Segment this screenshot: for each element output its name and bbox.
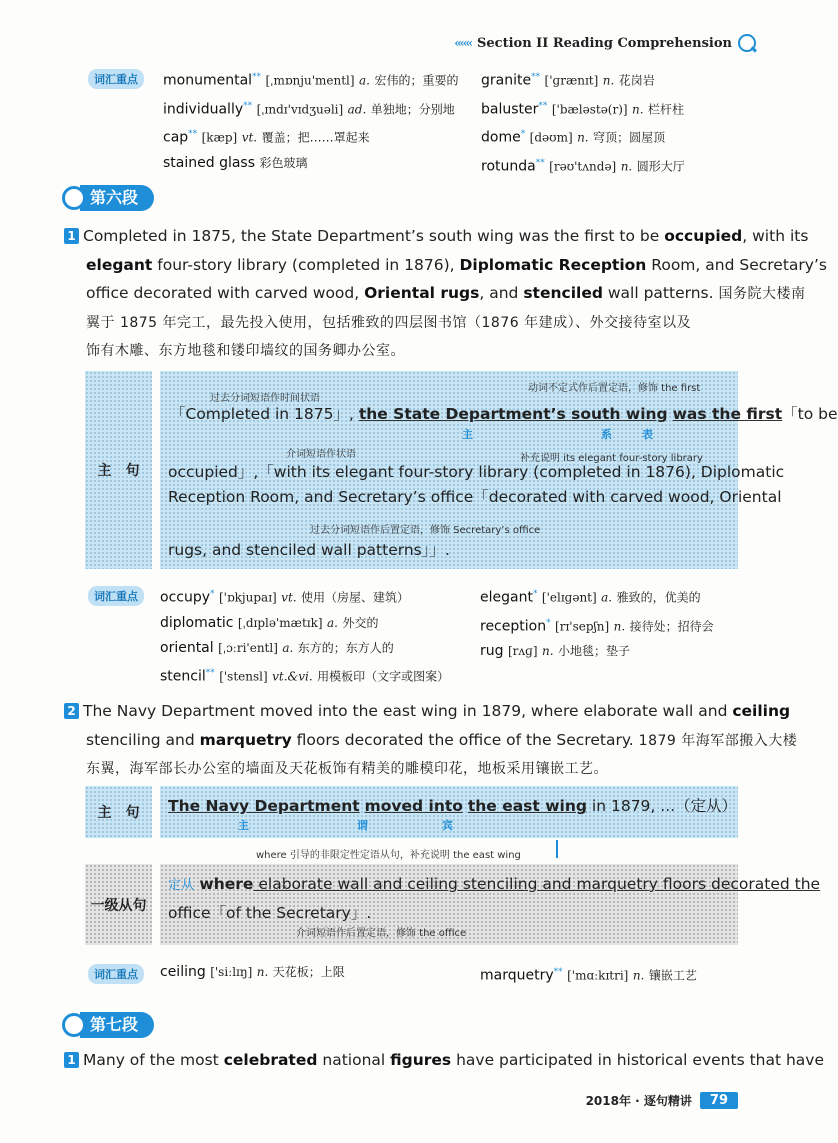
ann-supplement: 补充说明 its elegant four-story library [520,453,703,464]
footer [586,1092,738,1109]
vocab-item: occupy* ['ɒkjupaɪ] vt. 使用（房屋、建筑） [160,589,410,606]
vocab-item: elegant* ['elɪɡənt] a. 雅致的，优美的 [480,589,701,606]
vocab-item-ceiling: ceiling ['siːlɪŋ] n. 天花板；上限 [160,964,345,980]
vocab-item: stencil** ['stensl] vt.&vi. 用模板印（文字或图案） [160,667,450,685]
ann-infinitive: 动词不定式作后置定语，修饰 the first [528,383,701,394]
gram-link: 系 [601,428,612,441]
arrow-down [556,840,558,858]
box1-content [160,371,838,569]
ann-past-participle: 过去分词短语作时间状语 [210,393,320,404]
page-number: 79 [700,1092,738,1109]
vocab-item: diplomatic [ˌdɪplə'mætɪk] a. 外交的 [160,614,379,631]
section-7-title: 第七段 [80,1012,154,1038]
section-6-heading [62,185,154,211]
ann-of-phrase: 介词短语作后置定语，修饰 the office [296,928,467,939]
chevrons-icon: ‹‹‹‹‹‹ [454,36,471,50]
vocab-item: rug [rʌɡ] n. 小地毯；垫子 [480,643,630,660]
paragraph-6-2: 2 The Navy Department moved into the east wing in 1879, where elaborate wall and ceiling stenciling and marquetry floors decorated the office of the Secretary. 1879 年海军部搬入大楼 东翼，海军部长办公室的墙面及天花板饰有精美的雕模印花，地板采用镶嵌工艺。 [64,697,744,784]
footer-label: 2018年 · 逐句精讲 [585,1094,692,1108]
box2-sub-line1: 定从 where elaborate wall and ceiling stenciling and marquetry floors decorated the [168,875,821,893]
box1-line1: 「Completed in 1875」, the State Department’s south wing was the first「to be [170,405,838,423]
vocab-list-1-left [163,65,483,176]
section-q-icon [62,1013,86,1037]
vocab-item: oriental [ˌɔːri'entl] a. 东方的；东方人的 [160,639,394,656]
gram-object: 宾 [442,819,453,832]
gram-predicative: 表 [642,428,653,441]
section-q-icon [62,186,86,210]
gram-predicate: 谓 [357,819,368,832]
paragraph-6-1: 1 Completed in 1875, the State Department’s south wing was the first to be occupied, with its elegant four-story library (completed in 1876), Diplomatic Reception Room, and Secretary’s office decorated with carved wood, Oriental rugs, and stenciled wall patterns. 国务院大楼南 翼于 1875 年完工，最先投入使用，包括雅致的四层图书馆（1876 年建成）、外交接待室以及 饰有木雕、东方地毯和镂印墙纹的国务卿办公室。 [64,222,744,366]
search-q-icon [738,34,756,52]
vocab-item: baluster** ['bæləstə(r)] n. 栏杆柱 [481,100,685,118]
vocab-item-marquetry: marquetry** ['mɑːkɪtri] n. 镶嵌工艺 [480,967,697,984]
box2-main-sentence: The Navy Department moved into the east wing in 1879, ...（定从） [168,797,738,815]
vocab-tag-1: 词汇重点 [88,68,144,89]
box1-line4: rugs, and stenciled wall patterns」」. [168,541,450,559]
vocab-tag-2: 词汇重点 [88,585,144,606]
header-title: Section II Reading Comprehension [477,35,732,51]
vocab-tag-3: 词汇重点 [88,963,144,984]
section-7-heading [62,1012,154,1038]
running-header [454,34,756,52]
paragraph-7-1: 1 Many of the most celebrated national figures have participated in historical events that have [64,1046,754,1075]
gram-subject: 主 [462,428,473,441]
vocab-item: reception* [rɪ'sepʃn] n. 接待处；招待会 [480,617,714,635]
box1-line2: occupied」,「with its elegant four-story library (completed in 1876), Diplomatic [168,463,785,481]
vocab-item: individually** [ˌɪndɪ'vɪdʒuəli] ad. 单独地；分别地 [163,100,455,118]
vocab-list-2-left [160,582,480,689]
ann-past-participle-2: 过去分词短语作后置定语，修饰 Secretary’s office [310,525,541,536]
box2-main-label: 主 句 [85,786,152,838]
gram-subject-2: 主 [238,819,249,832]
vocab-item: rotunda** [rəʊ'tʌndə] n. 圆形大厅 [481,157,685,175]
box2-sub-content [160,864,821,945]
ann-prep-phrase: 介词短语作状语 [286,449,356,460]
box1-label-cell: 主 句 [85,371,152,569]
vocab-list-1-right [481,65,781,180]
box2-sub-line2: office「of the Secretary」. [168,904,372,922]
box1-line3: Reception Room, and Secretary’s office「decorated with carved wood, Oriental [168,488,782,506]
vocab-item: granite** ['ɡrænɪt] n. 花岗岩 [481,72,655,89]
ann-where-clause: where 引导的非限定性定语从句，补充说明 the east wing [256,850,521,861]
box2-sub-label: 一级从句 [85,864,152,945]
vocab-item: stained glass 彩色玻璃 [163,154,308,171]
vocab-item: cap** [kæp] vt. 覆盖；把……罩起来 [163,129,370,146]
vocab-item: monumental** [ˌmɒnju'mentl] a. 宏伟的；重要的 [163,72,459,89]
section-6-title: 第六段 [80,185,154,211]
vocab-list-2-right [480,582,780,664]
vocab-item: dome* [dəʊm] n. 穹顶；圆屋顶 [481,129,666,146]
box2-main-content [160,786,738,838]
